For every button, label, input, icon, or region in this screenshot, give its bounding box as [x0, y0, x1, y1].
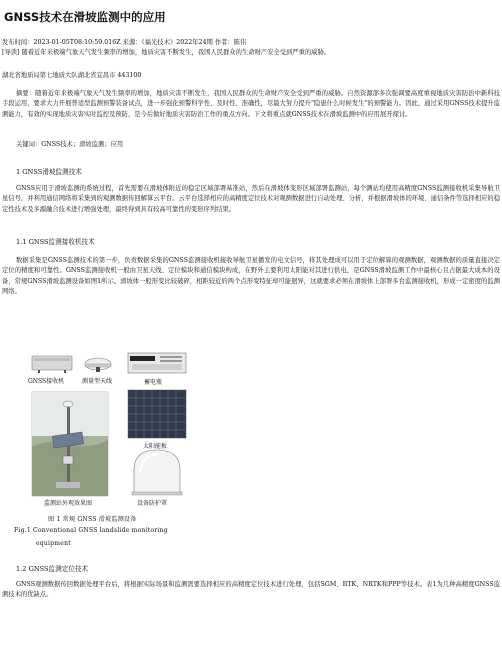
- figure-1-caption-en-cont: equipment: [36, 540, 71, 547]
- section-1-heading: 1 GNSS滑坡监测技术: [16, 168, 82, 176]
- figure-1: [30, 352, 195, 508]
- section-1-paragraph: GNSS应用于滑坡监测的系统过程，首先需要在滑坡体附近的稳定区域部署基准站，然后在滑坡体变形区域部署监测站，每个测站均使用高精度GNSS监测接收机采集导航卫星信号，并利用通信网络将采集到的观测数据传回解算云平台。云平台选择相应的高精度定位技术对观测数据进行自动处理、分析，并根据滑坡体的环境、通信条件等选择相应的稳定性技术及多源融合技术进行增强处理，最终得到具有较高可靠性的变形序列结果。: [2, 185, 500, 213]
- label-gnss-receiver: GNSS接收机: [28, 378, 65, 385]
- solar-panel-image: [128, 390, 186, 438]
- figure-1-caption-en: Fig.1 Conventional GNSS landslide monitoring: [14, 527, 168, 534]
- article-title: GNSS技术在滑坡监测中的应用: [4, 10, 166, 24]
- gnss-receiver-image: [32, 356, 72, 373]
- station-photo-image: [32, 392, 108, 496]
- section-1-1-heading: 1.1 GNSS监测接收机技术: [16, 238, 95, 246]
- author-affiliation: 湖北省地质局第七地质大队湖北省宜昌市 443100: [2, 72, 142, 79]
- section-1-1-paragraph: 数据采集是GNSS监测技术的第一步，负责数据采集的GNSS监测接收机接收导航卫星播发的电文信号，将其处理成可以用于定位解算的观测数据，观测数据的质量直接决定定位的精度和可靠性。GNSS监测接收机一般由卫星天线、定位模块和通信模块构成，在野外主要利用太阳能对其进行供电，是GNSS滑坡监测工作中最核心且占据最大成本的设备，常规GNSS滑坡监测设备如图1所示。滑坡体一般形变比较破碎，相距较近的两个点形变特征却可能迥异，这就要求必须在滑坡体上部署多台监测接收机，形成一定密度的监测网络。: [2, 257, 500, 295]
- section-1-2-paragraph: GNSS观测数据传回数据处理平台后，将根据实际场景和监测需要选择相应的高精度定位技术进行处理，包括SGM、RTK、NRTK和PPP等技术。表1为几种高精度GNSS监测技术的优缺点。: [2, 581, 500, 599]
- storage-battery-image: [128, 353, 186, 373]
- publish-meta: 发布时间：2023-01-05T08:10:59.016Z 来源：《福光技术》2022年24期 作者：陈伟: [2, 39, 247, 46]
- section-1-2-heading: 1.2 GNSS监测定位技术: [16, 565, 89, 573]
- label-storage-battery: 蓄电瓶: [144, 379, 163, 386]
- label-solar-panel: 太阳能板: [143, 443, 168, 450]
- survey-antenna-image: [85, 358, 111, 372]
- figure-1-caption-cn: 图 1 常规 GNSS 滑坡监测设备: [48, 516, 137, 523]
- label-survey-antenna: 测量型天线: [82, 378, 113, 385]
- abstract-paragraph: 摘要：随着近年来极端气象天气发生频率的增加，地质灾害不断发生，我国人民群众的生命财产安全受到严重的威胁。自然资源部多次强调要高度重视地质灾害防治中新科技手段运用，要求大力开展普适型监测预警装备试点，进一步强化预警科学性、及时性、准确性，尽最大努力提升"隐患什么时候发生"的预警能力。因此，通过采用GNSS技术提升监测能力，有效的实现地质灾害实时监控及预防，是今后做好地质灾害防治工作的重点方向。下文将重点就GNSS技术在滑坡监测中的应用展开探讨。: [2, 90, 500, 118]
- guide-text: [导读] 随着近年来极端气象天气发生频率的增加，地质灾害不断发生，我国人民群众的生命财产安全受到严重的威胁。: [2, 49, 331, 56]
- keywords-line: 关键词：GNSS技术；滑坡监测；应用: [16, 141, 124, 148]
- label-protective-cover: 设备防护罩: [137, 500, 168, 507]
- protective-cover-image: [132, 450, 182, 495]
- label-station-photo: 监测站外观效果图: [44, 500, 93, 507]
